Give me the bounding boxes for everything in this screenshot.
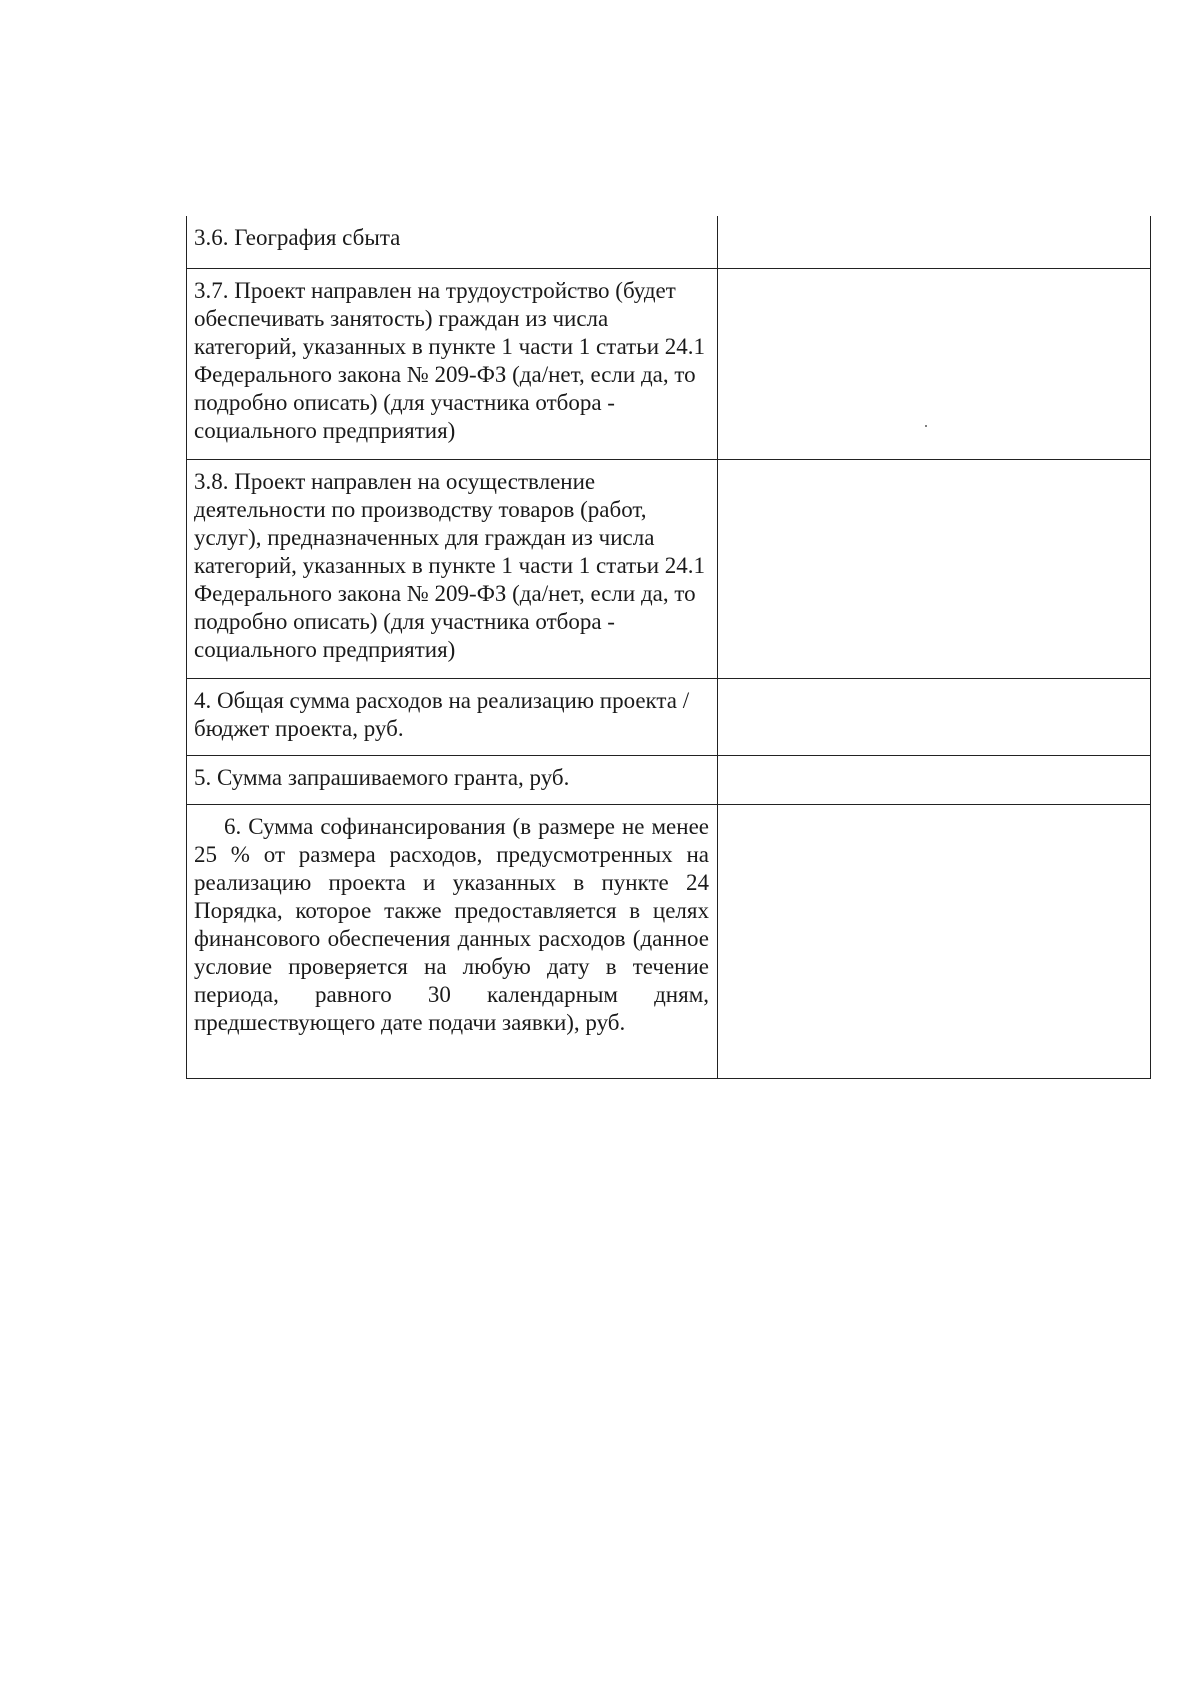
table-row bbox=[187, 216, 1151, 268]
row-value-sales-geography bbox=[718, 216, 1151, 268]
row-label-employment: 3.7. Проект направлен на трудоустройство (будет обеспечивать занятость) граждан из числа категорий, указанных в пункте 1 части 1 статьи 24.1 Федерального закона № 209-ФЗ (да/нет, если да, то подробно описать) (для участника отбора - социального предприятия) bbox=[187, 268, 718, 459]
row-label-total-expenses: 4. Общая сумма расходов на реализацию проекта / бюджет проекта, руб. bbox=[187, 678, 718, 755]
table-row bbox=[187, 755, 1151, 804]
row-value-cofinancing bbox=[718, 804, 1151, 1078]
row-value-total-expenses bbox=[718, 678, 1151, 755]
row-value-production-for-categories bbox=[718, 459, 1151, 678]
table-row bbox=[187, 268, 1151, 459]
application-form-table bbox=[186, 216, 1151, 1079]
table-row bbox=[187, 678, 1151, 755]
row-label-cofinancing: 6. Сумма софинансирования (в размере не менее 25 % от размера расходов, предусмотренных на реализацию проекта и указанных в пункте 24 Порядка, которое также предоставляется в целях финансового обеспечения данных расходов (данное условие проверяется на любую дату в течение периода, равного 30 календарным дням, предшествующего дате подачи заявки), руб. bbox=[187, 804, 718, 1078]
row-label-sales-geography: 3.6. География сбыта bbox=[187, 216, 718, 268]
scan-speck bbox=[925, 425, 927, 427]
row-value-requested-grant bbox=[718, 755, 1151, 804]
table-row bbox=[187, 459, 1151, 678]
row-label-requested-grant: 5. Сумма запрашиваемого гранта, руб. bbox=[187, 755, 718, 804]
row-label-production-for-categories: 3.8. Проект направлен на осуществление деятельности по производству товаров (работ, услуг), предназначенных для граждан из числа категорий, указанных в пункте 1 части 1 статьи 24.1 Федерального закона № 209-ФЗ (да/нет, если да, то подробно описать) (для участника отбора - социального предприятия) bbox=[187, 459, 718, 678]
row-value-employment bbox=[718, 268, 1151, 459]
table-row bbox=[187, 804, 1151, 1078]
